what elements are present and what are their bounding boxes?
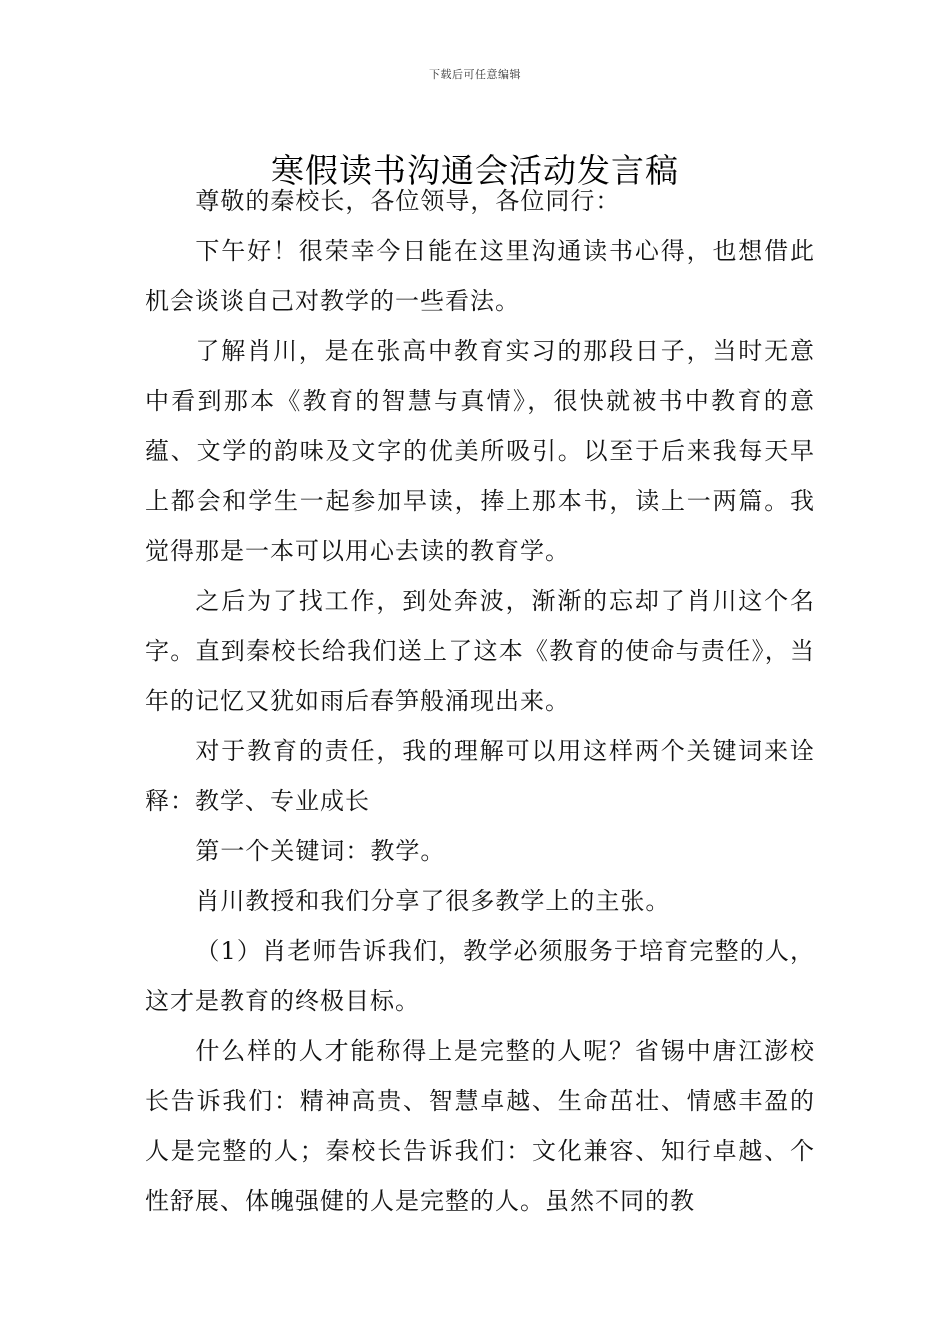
paragraph-keyword-one: 第一个关键词：教学。: [195, 837, 446, 865]
paragraph-keywords: 对于教育的责任，我的理解可以用这样两个关键词来诠释：教学、专业成长: [145, 737, 815, 815]
paragraph-salutation: 尊敬的秦校长，各位领导，各位同行：: [195, 187, 621, 215]
page-header-note: 下载后可任意编辑: [429, 68, 521, 81]
paragraph-rediscovery: 之后为了找工作，到处奔波，渐渐的忘却了肖川这个名字。直到秦校长给我们送上了这本《教育的使命与责任》，当年的记忆又犹如雨后春笋般涌现出来。: [145, 587, 815, 715]
document-body: [145, 176, 815, 1226]
paragraph-greeting: 下午好！很荣幸今日能在这里沟通读书心得，也想借此机会谈谈自己对教学的一些看法。: [145, 237, 815, 315]
paragraph-complete-person: 什么样的人才能称得上是完整的人呢？省锡中唐江澎校长告诉我们：精神高贵、智慧卓越、生命茁壮、情感丰盈的人是完整的人；秦校长告诉我们：文化兼容、知行卓越、个性舒展、体魄强健的人是完整的人。虽然不同的教: [145, 1037, 815, 1215]
paragraph-first-encounter: 了解肖川，是在张高中教育实习的那段日子，当时无意中看到那本《教育的智慧与真情》，很快就被书中教育的意蕴、文学的韵味及文字的优美所吸引。以至于后来我每天早上都会和学生一起参加早读，捧上那本书，读上一两篇。我觉得那是一本可以用心去读的教育学。: [145, 337, 815, 565]
paragraph-teaching-ideas: 肖川教授和我们分享了很多教学上的主张。: [195, 887, 671, 915]
document-title: 寒假读书沟通会活动发言稿: [271, 151, 679, 191]
paragraph-point-one: （1）肖老师告诉我们，教学必须服务于培育完整的人，这才是教育的终极目标。: [145, 937, 815, 1015]
